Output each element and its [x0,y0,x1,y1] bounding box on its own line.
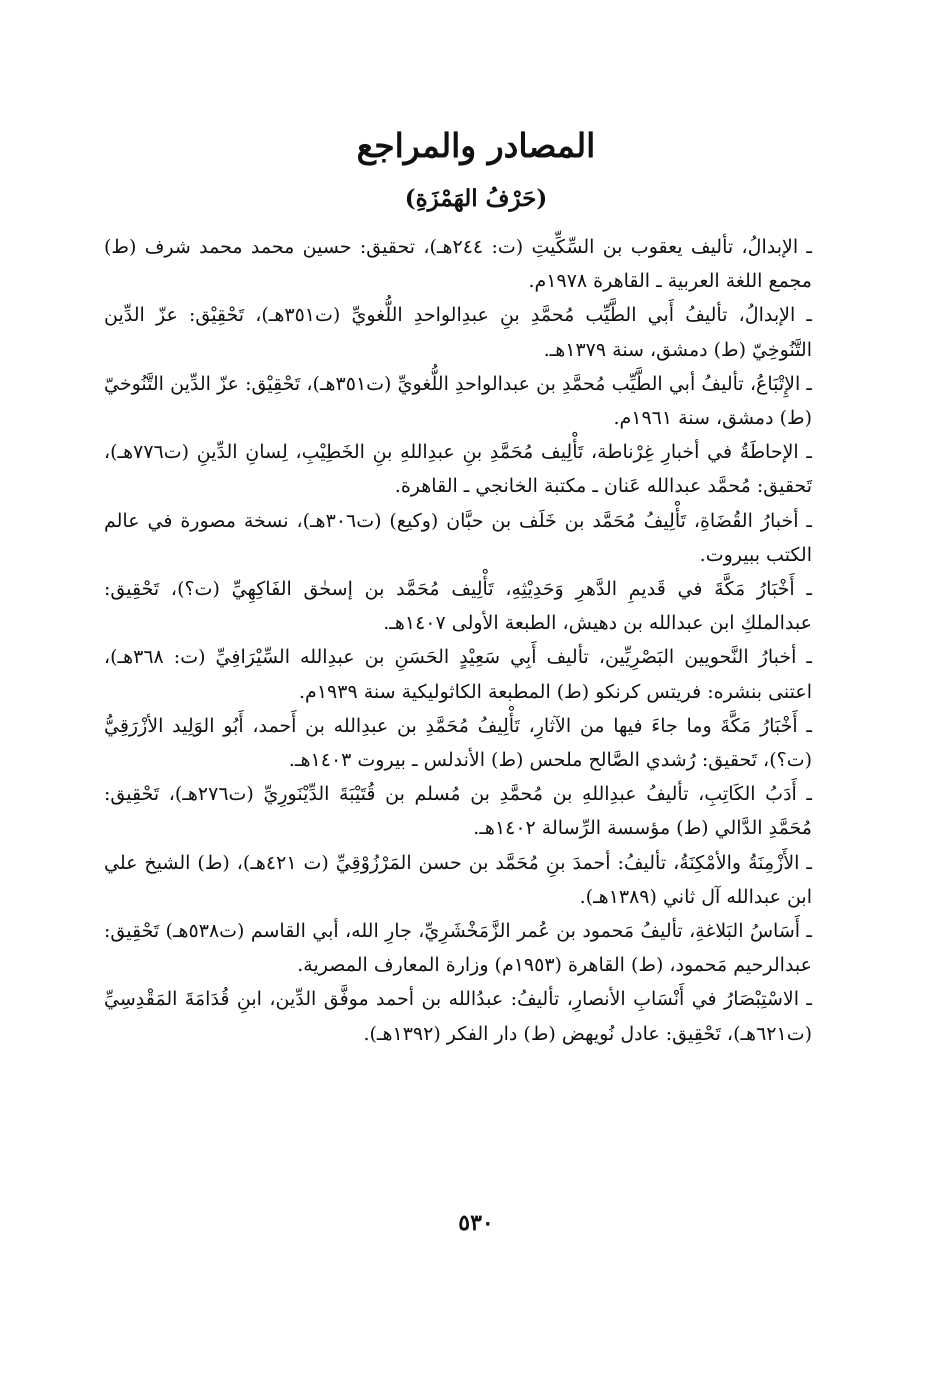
reference-entry: ـ الاسْتِبْصَارُ في أَنْسَابِ الأنصارِ، تأليفُ: عبدُالله بن أحمد موفَّق الدِّين، ابنِ قُدَامَةَ المَقْدِسِيِّ (ت٦٢١هـ)، تَحْقِيق: عادل نُويهض (ط) دار الفكر (١٣٩٢هـ). [104,988,812,1045]
page-number: ٥٣٠ [458,1210,494,1236]
reference-entry: ـ الإبدالُ، تأليف يعقوب بن السِّكِّيتِ (ت: ٢٤٤هـ)، تحقيق: حسين محمد محمد شرف (ط) مجمع اللغة العربية ـ القاهرة ١٩٧٨م. [104,236,813,293]
reference-entry: ـ أخبارُ النَّحويين البَصْرِيِّين، تأليف أَبِي سَعِيْدٍ الحَسَنِ بن عبدِالله السِّيْرَافِيِّ (ت: ٣٦٨هـ)، اعتنى بنشره: فريتس كرنكو (ط) المطبعة الكاثوليكية سنة ١٩٣٩م. [104,646,812,703]
reference-entry: ـ الأَزْمِنَةُ والأمْكِنَةُ، تأليفُ: أحمدَ بنِ مُحَمَّد بن حسن المَرْزُوْقِيِّ (ت ٤٢١هـ)، (ط) الشيخ علي ابن عبدالله آل ثاني (١٣٨٩هـ). [104,851,813,908]
reference-entry: ـ أَدَبُ الكَاتِبِ، تأليفُ عبدِاللهِ بن مُحمَّدِ بن مُسلم بن قُتَيْبَةَ الدِّيْنَورِيِّ (ت٢٧٦هـ)، تَحْقِيق: مُحَمَّدِ الدَّالي (ط) مؤسسة الرِّسالة ١٤٠٢هـ. [104,783,813,840]
reference-entry: ـ أَسَاسُ البَلاغةِ، تأليفُ مَحمود بن عُمر الزَّمَخْشَرِيِّ، جارِ الله، أبي القاسم (ت٥٣٨هـ) تَحْقِيق: عبدالرحيم مَحمود، (ط) القاهرة (١٩٥٣م) وزارة المعارف المصرية. [104,920,812,977]
reference-entry: ـ أَخْبَارُ مَكَّةَ في قَديمِ الدَّهرِ وَحَدِيْثِهِ، تَأْلِيف مُحَمَّد بن إسحٰق الفَاكِهِيِّ (ت؟)، تَحْقِيق: عبدالملكِ ابن عبدالله بن دهيش، الطبعة الأولى ١٤٠٧هـ. [104,578,812,635]
reference-entry: ـ أخبارُ القُضَاةِ، تَأْلِيفُ مُحَمَّد بن خَلَف بن حبَّان (وكيع) (ت٣٠٦هـ)، نسخة مصورة في عالم الكتب ببيروت. [104,509,812,566]
section-subtitle: (حَرْفُ الهَمْزَةِ) [404,185,548,212]
reference-entry: ـ الإبدالُ، تأليفُ أَبي الطَّيِّب مُحمَّدِ بنِ عبدِالواحدِ اللُّغويِّ (ت٣٥١هـ)، تَحْقِيْق: عزّ الدِّين التَّنُوخِيّ (ط) دمشق، سنة ١٣٧٩هـ. [104,304,812,361]
reference-entry: ـ أَخْبَارُ مَكَّةَ وما جاءَ فيها من الآثارِ، تَأْلِيفُ مُحَمَّدِ بن عبدِالله بن أَحمد، أَبُو الوَلِيد الأزْرَقِيُّ (ت؟)، تَحقيق: رُشدي الصَّالح ملحس (ط) الأندلس ـ بيروت ١٤٠٣هـ. [104,714,812,772]
reference-entry: ـ الإحاطَةُ في أخبارِ غِرْناطة، تَأْلِيف مُحَمَّدِ بنِ عبدِاللهِ بنِ الخَطِيْبِ، لِسانِ الدِّينِ (ت٧٧٦هـ)، تَحقيق: مُحمَّد عبدالله عَنان ـ مكتبة الخانجي ـ القاهرة. [104,441,812,498]
page-title: المصادر والمراجع [356,126,596,165]
reference-entry: ـ الإِتْبَاعُ، تأليفُ أبي الطَّيِّب مُحمَّدِ بن عبدالواحدِ اللُّغويِّ (ت٣٥١هـ)، تَحْقِيْق: عزّ الدِّين التَّنُوخيّ (ط) دمشق، سنة ١٩٦١م. [104,372,812,430]
references-list [104,230,812,1051]
